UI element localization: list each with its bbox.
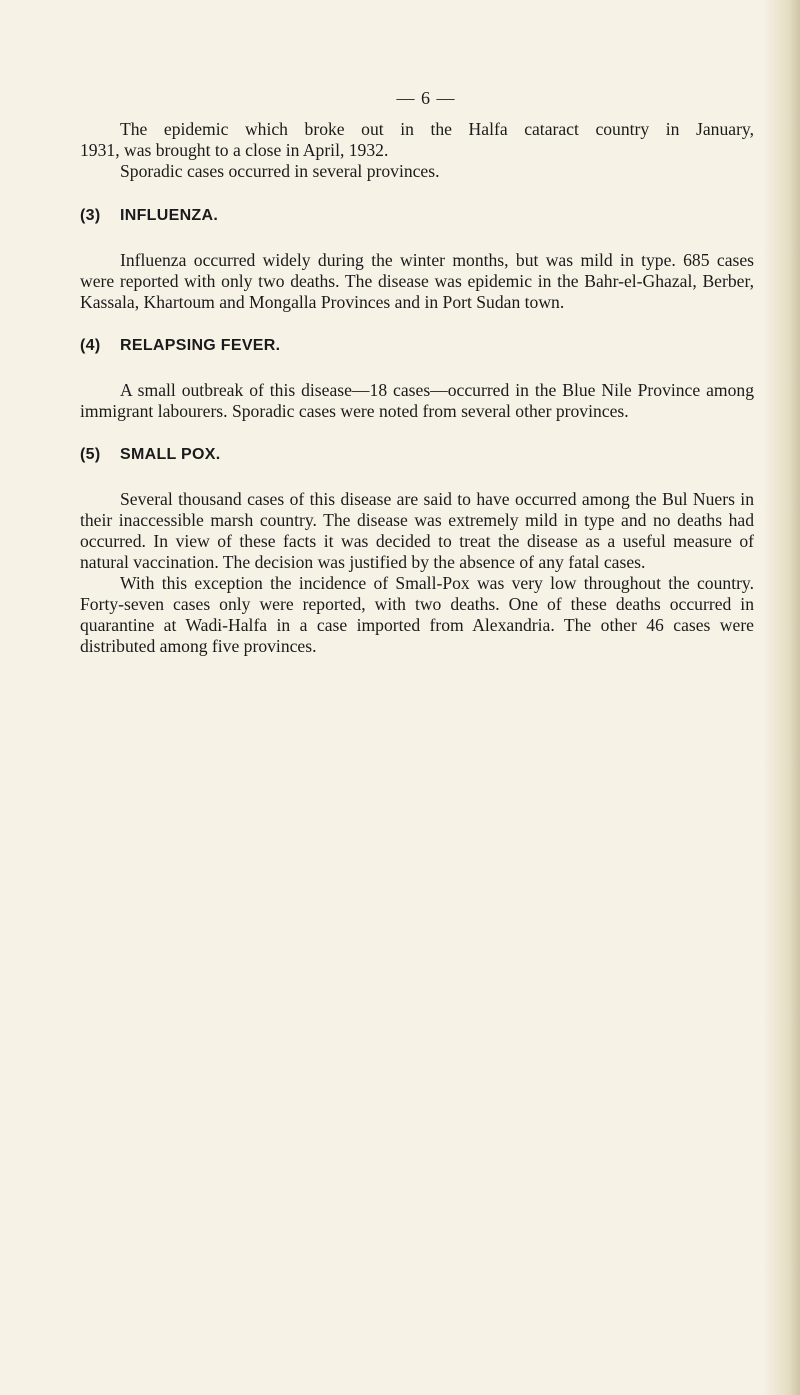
page-edge-shadow [762, 0, 800, 1395]
section-paragraph: Several thousand cases of this disease are said to have occurred among the Bul Nuers in their inaccessible marsh country. The disease was extremely mild in type and no deaths had occurred. In view of these facts it was decided to treat the disease as a useful measure of natural vaccination. The decision was justified by the absence of any fatal cases. [80, 489, 754, 572]
page-number: — 6 — [396, 88, 456, 108]
intro-line-1: The epidemic which broke out in the Halfa cataract country in January, [120, 119, 754, 139]
section-heading [80, 446, 754, 464]
section-heading [80, 337, 754, 355]
section-paragraph: A small outbreak of this disease—18 cases—occurred in the Blue Nile Province among immigrant labourers. Sporadic cases were noted from several other provinces. [80, 380, 754, 421]
section-paragraph: With this exception the incidence of Small-Pox was very low throughout the country. Forty-seven cases only were reported, with two deaths. One of these deaths occurred in quarantine at Wadi-Halfa in a case imported from Alexandria. The other 46 cases were distributed among five provinces. [80, 573, 754, 656]
intro-line-3: Sporadic cases occurred in several provinces. [120, 161, 440, 181]
section-title: SMALL POX. [120, 446, 221, 463]
section-title: RELAPSING FEVER. [120, 337, 281, 354]
section-heading [80, 207, 754, 225]
section-number: (5) [80, 446, 101, 463]
section-title: INFLUENZA. [120, 207, 219, 224]
intro-line-2: 1931, was brought to a close in April, 1932. [80, 140, 389, 160]
section-relapsing-fever [80, 337, 754, 422]
page-content [80, 88, 754, 657]
section-number: (3) [80, 207, 101, 224]
section-paragraph: Influenza occurred widely during the winter months, but was mild in type. 685 cases were reported with only two deaths. The disease was epidemic in the Bahr-el-Ghazal, Berber, Kassala, Khartoum and Mongalla Provinces and in Port Sudan town. [80, 250, 754, 312]
intro-paragraph [80, 119, 754, 182]
section-number: (4) [80, 337, 101, 354]
section-small-pox [80, 446, 754, 657]
section-influenza [80, 207, 754, 313]
